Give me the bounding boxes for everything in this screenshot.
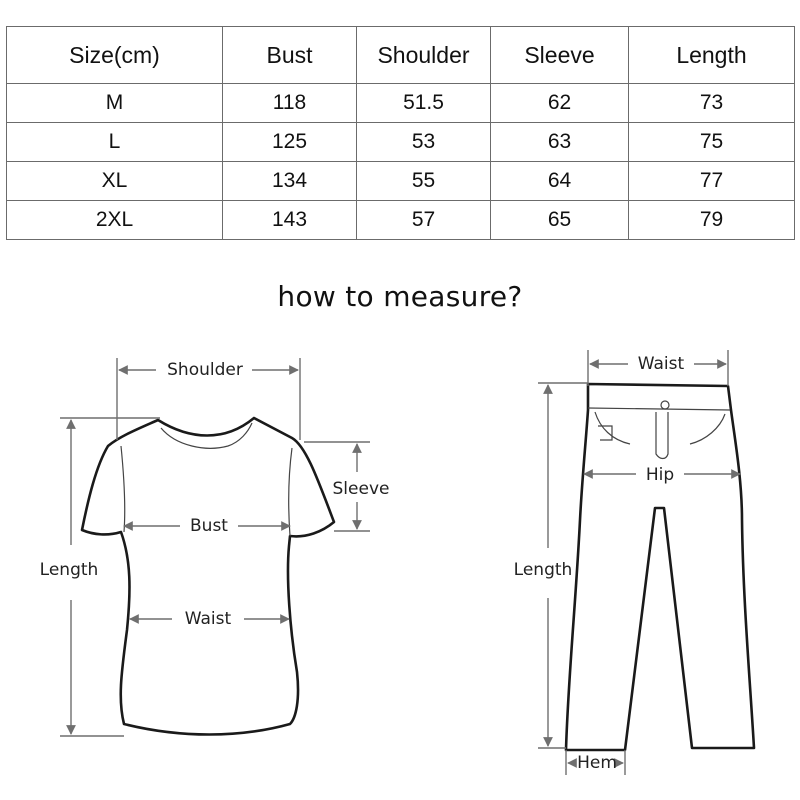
cell-size: M xyxy=(7,84,223,123)
cell-length: 79 xyxy=(629,201,795,240)
cell-size: L xyxy=(7,123,223,162)
pants-waist-label: Waist xyxy=(637,354,685,374)
cell-sleeve: 64 xyxy=(491,162,629,201)
cell-shoulder: 51.5 xyxy=(357,84,491,123)
pants-length-label: Length xyxy=(513,560,573,580)
pants-outline xyxy=(566,384,754,750)
cell-bust: 118 xyxy=(223,84,357,123)
cell-length: 77 xyxy=(629,162,795,201)
cell-bust: 125 xyxy=(223,123,357,162)
tshirt-outline xyxy=(82,418,334,735)
pants-right-pocket xyxy=(690,414,725,444)
how-to-measure-heading: how to measure? xyxy=(277,280,523,313)
pants-illustration xyxy=(566,384,754,750)
cell-sleeve: 65 xyxy=(491,201,629,240)
shirt-bust-label: Bust xyxy=(190,516,228,536)
header-sleeve: Sleeve xyxy=(491,27,629,84)
shirt-length-label: Length xyxy=(39,560,99,580)
cell-bust: 143 xyxy=(223,201,357,240)
pants-coin-pocket xyxy=(598,426,612,440)
header-shoulder: Shoulder xyxy=(357,27,491,84)
cell-bust: 134 xyxy=(223,162,357,201)
pants-waistband xyxy=(588,408,730,410)
cell-size: 2XL xyxy=(7,201,223,240)
pants-hip-label: Hip xyxy=(645,465,675,485)
header-size: Size(cm) xyxy=(7,27,223,84)
tshirt-illustration xyxy=(82,418,334,735)
cell-length: 73 xyxy=(629,84,795,123)
header-length: Length xyxy=(629,27,795,84)
pants-button-icon xyxy=(661,401,669,409)
tshirt-right-armhole xyxy=(289,448,292,536)
pants-dimensions xyxy=(514,350,740,775)
cell-shoulder: 55 xyxy=(357,162,491,201)
cell-size: XL xyxy=(7,162,223,201)
tshirt-dimensions xyxy=(40,358,390,736)
shirt-waist-label: Waist xyxy=(184,609,232,629)
header-bust: Bust xyxy=(223,27,357,84)
shirt-sleeve-label: Sleeve xyxy=(332,479,390,499)
shirt-shoulder-label: Shoulder xyxy=(167,360,243,380)
cell-shoulder: 57 xyxy=(357,201,491,240)
cell-sleeve: 62 xyxy=(491,84,629,123)
tshirt-left-armhole xyxy=(121,446,125,532)
pants-fly xyxy=(656,412,668,459)
pants-hem-label: Hem xyxy=(577,753,617,773)
cell-shoulder: 53 xyxy=(357,123,491,162)
cell-length: 75 xyxy=(629,123,795,162)
cell-sleeve: 63 xyxy=(491,123,629,162)
